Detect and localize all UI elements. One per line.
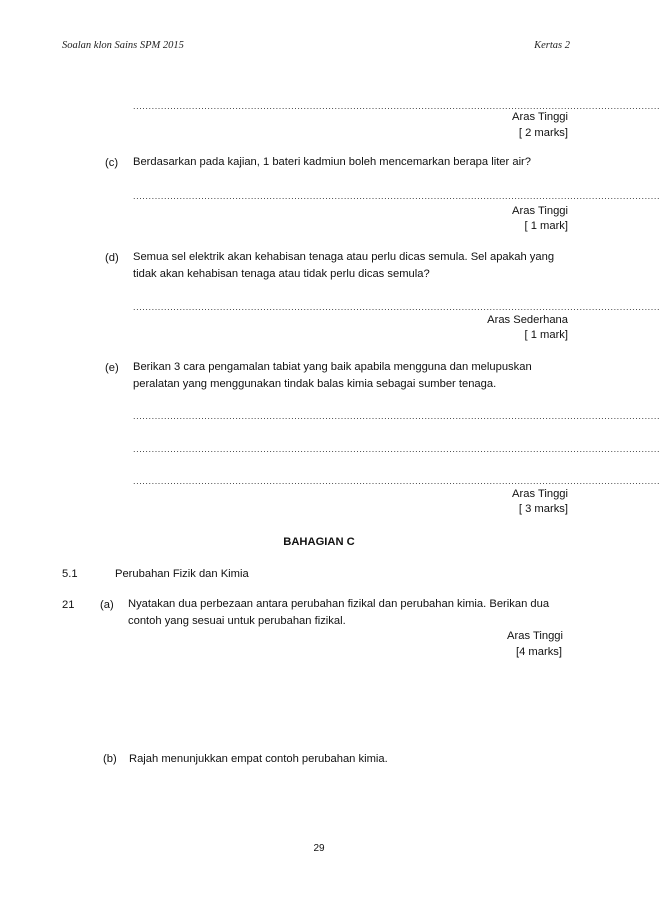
question-e-label: (e) bbox=[105, 362, 119, 374]
question-e-text: Berikan 3 cara pengamalan tabiat yang baik apabila mengguna dan melupuskan peralatan yang menggunakan tindak balas kimia sebagai sumber tenaga. bbox=[133, 361, 532, 390]
question-21b-text: Rajah menunjukkan empat contoh perubahan kimia. bbox=[129, 753, 388, 765]
answer-line: .......................................................................................................................................................................... bbox=[133, 101, 660, 111]
marks: [ 2 marks] bbox=[518, 127, 568, 139]
marks: [4 marks] bbox=[515, 646, 562, 658]
topic-title: Perubahan Fizik dan Kimia bbox=[115, 568, 249, 580]
marks: [ 1 mark] bbox=[524, 329, 568, 341]
question-21b-label: (b) bbox=[103, 753, 117, 765]
header-right: Kertas 2 bbox=[534, 40, 570, 51]
marks: [ 3 marks] bbox=[518, 503, 568, 515]
answer-line: .......................................................................................................................................................................... bbox=[133, 444, 660, 454]
question-21-number: 21 bbox=[62, 599, 75, 611]
difficulty-level: Aras Tinggi bbox=[512, 488, 568, 500]
header-left: Soalan klon Sains SPM 2015 bbox=[62, 40, 184, 51]
question-c-label: (c) bbox=[105, 157, 119, 169]
question-d-text: Semua sel elektrik akan kehabisan tenaga atau perlu dicas semula. Sel apakah yang tidak akan kehabisan tenaga atau tidak perlu dicas semula? bbox=[133, 251, 555, 280]
answer-line: .......................................................................................................................................................................... bbox=[133, 191, 660, 201]
answer-line: .......................................................................................................................................................................... bbox=[133, 302, 660, 312]
topic-number: 5.1 bbox=[62, 568, 78, 580]
difficulty-level: Aras Tinggi bbox=[507, 630, 563, 642]
question-21a-text: Nyatakan dua perbezaan antara perubahan fizikal dan perubahan kimia. Berikan dua contoh yang sesuai untuk perubahan fizikal. bbox=[128, 598, 550, 627]
marks: [ 1 mark] bbox=[524, 220, 568, 232]
difficulty-level: Aras Tinggi bbox=[512, 111, 568, 123]
answer-line: .......................................................................................................................................................................... bbox=[133, 411, 660, 421]
answer-line: .......................................................................................................................................................................... bbox=[133, 476, 660, 486]
difficulty-level: Aras Tinggi bbox=[512, 205, 568, 217]
section-title: BAHAGIAN C bbox=[283, 536, 355, 548]
page-number: 29 bbox=[313, 843, 325, 854]
question-c-text: Berdasarkan pada kajian, 1 bateri kadmiun boleh mencemarkan berapa liter air? bbox=[133, 156, 532, 168]
question-21a-label: (a) bbox=[100, 599, 114, 611]
difficulty-level: Aras Sederhana bbox=[487, 314, 568, 326]
question-d-label: (d) bbox=[105, 252, 119, 264]
